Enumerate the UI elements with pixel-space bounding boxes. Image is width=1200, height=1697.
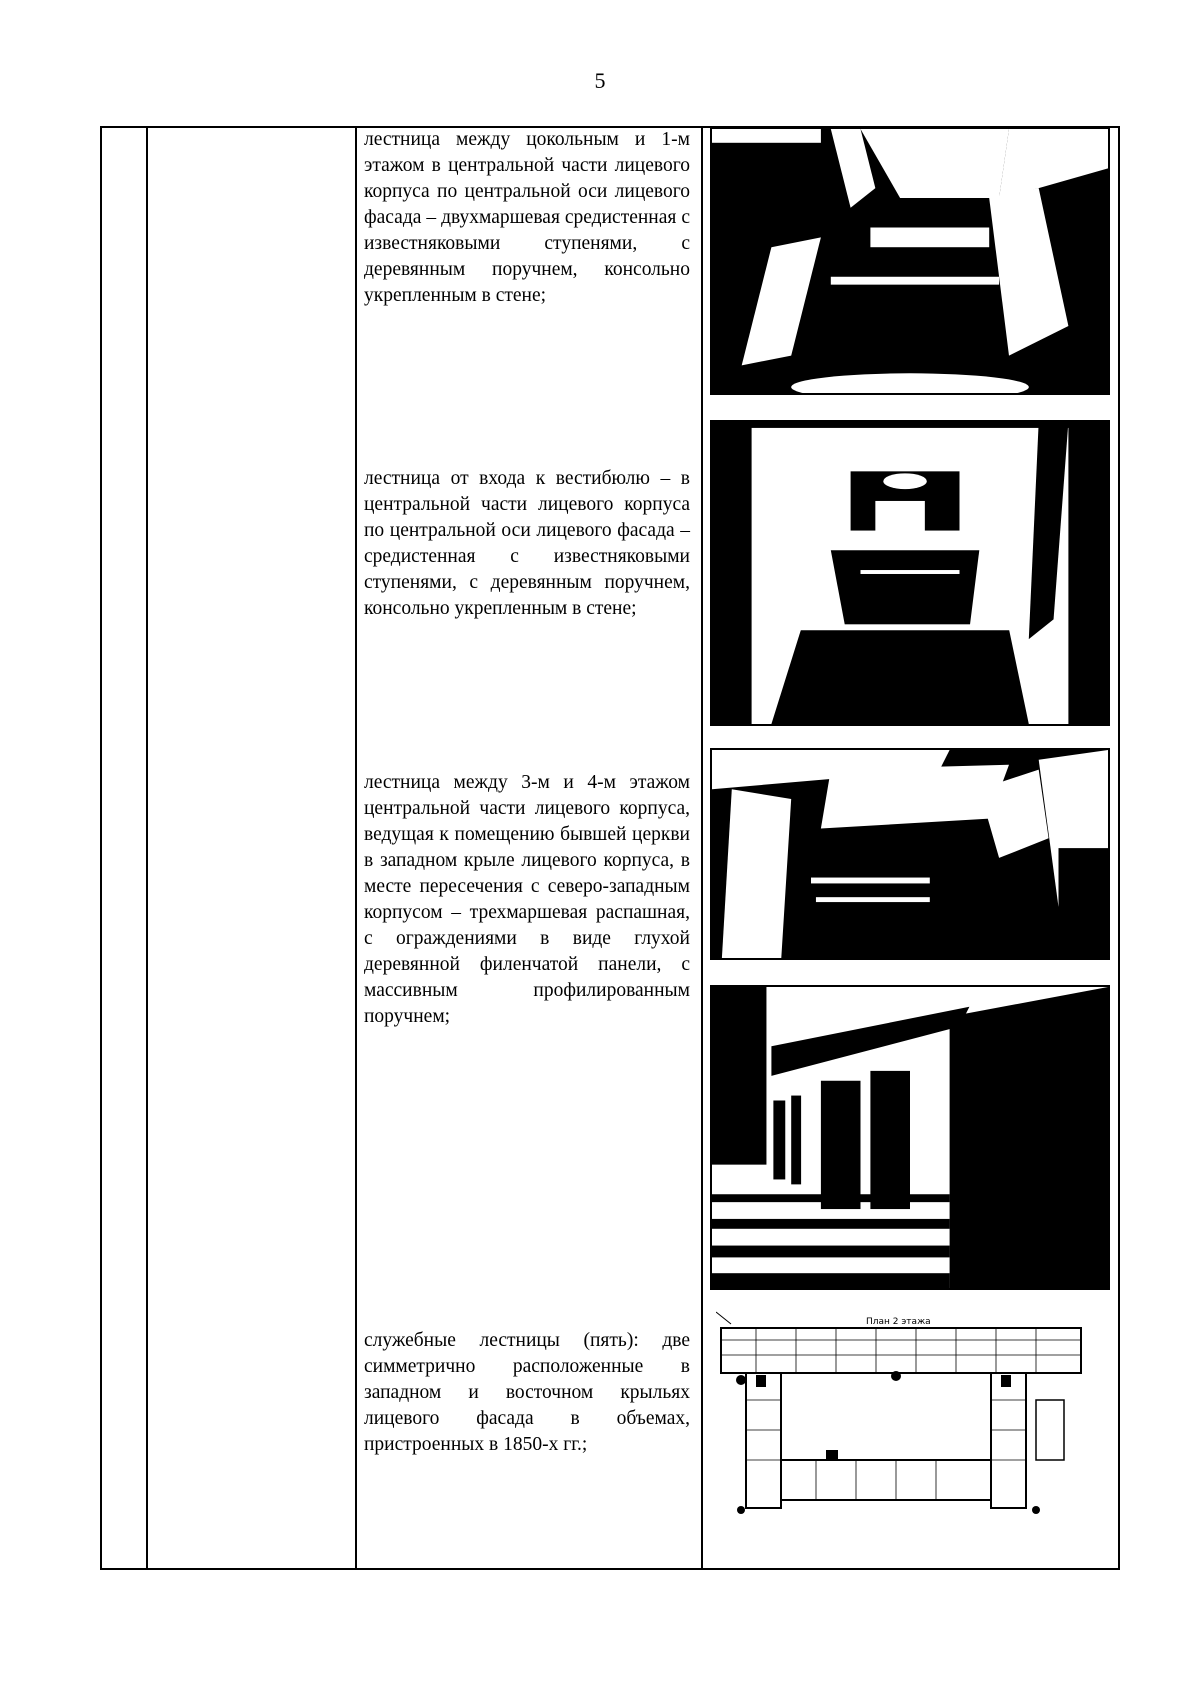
table-border-right <box>1118 126 1120 1570</box>
table-divider-2 <box>355 126 357 1570</box>
table-divider-1 <box>146 126 148 1570</box>
entry-text-vestibule-stair: лестница от входа к вестибюлю – в центральной части лицевого корпуса по центральной оси лицевого фасада – средистенная с известняковыми ступенями, с деревянным поручнем, консольно укрепленным в стене; <box>364 468 690 619</box>
vestibule-stair-photo-icon <box>710 420 1110 726</box>
stair-top-view-photo-icon <box>710 748 1110 960</box>
floor-plan-title: План 2 этажа <box>866 1317 931 1327</box>
stair-side-view-photo-icon <box>710 985 1110 1290</box>
table-border-left <box>100 126 102 1570</box>
table-border-bottom <box>100 1568 1120 1570</box>
page-number: 5 <box>594 68 606 93</box>
entry-text-basement-stair: лестница между цокольным и 1-м этажом в центральной части лицевого корпуса по центральной оси лицевого фасада – двухмаршевая средистенная с известняковыми ступенями, с деревянным поручнем, консольно укрепленным в стене; <box>364 129 690 306</box>
stair-photo-icon <box>710 127 1110 395</box>
table-divider-3 <box>701 126 703 1570</box>
floor-plan-icon <box>716 1310 1106 1540</box>
entry-text-service-stairs: служебные лестницы (пять): две симметрично расположенные в западном и восточном крыльях лицевого фасада в объемах, пристроенных в 1850-х гг.; <box>364 1330 690 1455</box>
entry-text-church-stair: лестница между 3-м и 4-м этажом центральной части лицевого корпуса, ведущая к помещению бывшей церкви в западном крыле лицевого корпуса, в месте пересечения с северо-западным корпусом – трехмаршевая распашная, с ограждениями в виде глухой деревянной филенчатой панели, с массивным профилированным поручнем; <box>364 772 690 1027</box>
